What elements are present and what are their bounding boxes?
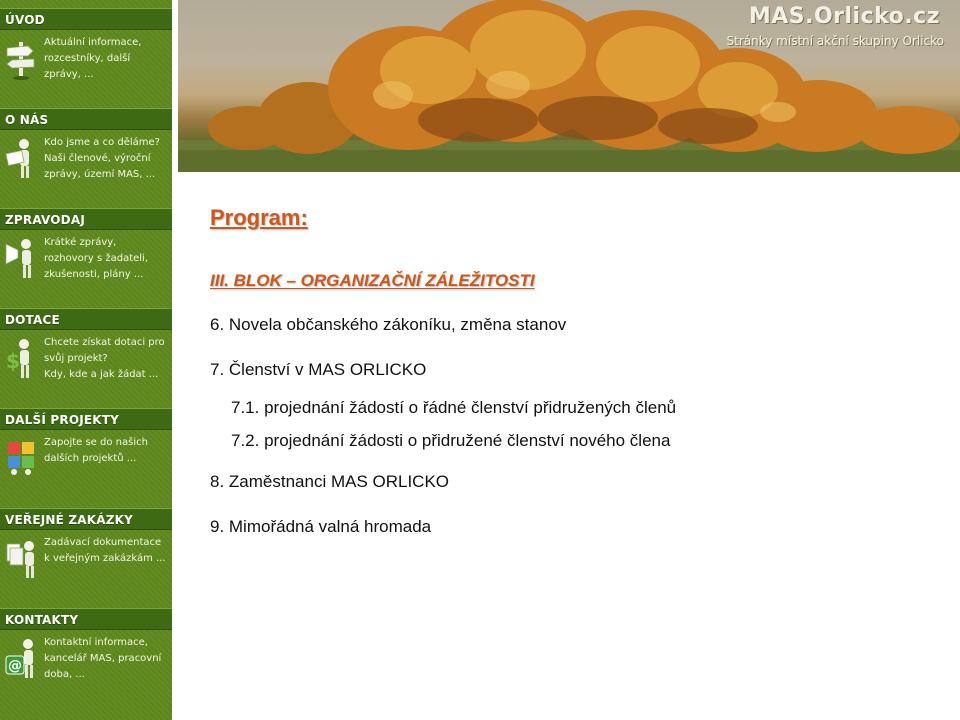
- page-title: Program:: [210, 205, 308, 230]
- sidebar-desc-dotace: [44, 335, 168, 383]
- sidebar-section-zpravodaj[interactable]: [0, 200, 172, 300]
- sidebar-header-dotace[interactable]: DOTACE: [0, 308, 172, 330]
- svg-text:$: $: [6, 349, 20, 373]
- agenda-item: 7. Členství v MAS ORLICKO: [210, 360, 427, 379]
- email-at-icon: [4, 636, 40, 680]
- sidebar-desc-line: Kontaktní informace,: [44, 637, 148, 648]
- sidebar-desc-line: Kdy, kde a jak žádat ...: [44, 369, 159, 380]
- signpost-icon: [4, 36, 40, 80]
- sidebar-section-uvod[interactable]: [0, 0, 172, 100]
- sidebar-desc-line: Aktuální informace,: [44, 37, 142, 48]
- sidebar-header-kontakty[interactable]: KONTAKTY: [0, 608, 172, 630]
- site-title[interactable]: MAS.Orlicko.cz: [748, 4, 940, 29]
- sidebar-section-verejne-zakazky[interactable]: [0, 500, 172, 600]
- sidebar-desc-line: Zapojte se do našich: [44, 437, 148, 448]
- reading-person-icon: [4, 136, 40, 180]
- sidebar-desc-line: Kdo jsme a co děláme?: [44, 137, 160, 148]
- sidebar-desc-line: Zadávací dokumentace: [44, 537, 162, 548]
- sidebar-nav: [0, 0, 172, 720]
- sidebar-desc-line: k veřejným zakázkám ...: [44, 553, 166, 564]
- sidebar-desc-line: doba, ...: [44, 669, 85, 680]
- sidebar-header-zpravodaj[interactable]: ZPRAVODAJ: [0, 208, 172, 230]
- sidebar-header-dalsi-projekty[interactable]: DALŠÍ PROJEKTY: [0, 408, 172, 430]
- sidebar-desc-line: zkušenosti, plány ...: [44, 269, 144, 280]
- sidebar-desc-line: rozcestníky, další: [44, 53, 131, 64]
- sidebar-desc-line: kancelář MAS, pracovní: [44, 653, 162, 664]
- svg-text:@: @: [8, 658, 22, 674]
- sidebar-desc-line: Naši členové, výroční: [44, 153, 151, 164]
- sidebar-desc-uvod: [44, 35, 168, 83]
- block-heading: III. BLOK – ORGANIZAČNÍ ZÁLEŽITOSTI: [210, 271, 535, 290]
- sidebar-desc-line: Krátké zprávy,: [44, 237, 117, 248]
- sidebar-desc-line: svůj projekt?: [44, 353, 108, 364]
- site-subtitle: Stránky místní akční skupiny Orlicko: [726, 34, 944, 48]
- sidebar-desc-line: dalších projektů ...: [44, 453, 137, 464]
- sidebar-header-uvod[interactable]: ÚVOD: [0, 8, 172, 30]
- sidebar-desc-line: zprávy, ...: [44, 69, 94, 80]
- sidebar-desc-dalsi-projekty: [44, 435, 168, 467]
- agenda-item: 6. Novela občanského zákoníku, změna stanov: [210, 315, 567, 334]
- agenda-item: 8. Zaměstnanci MAS ORLICKO: [210, 472, 450, 491]
- documents-person-icon: [4, 536, 40, 580]
- sidebar-section-dalsi-projekty[interactable]: [0, 400, 172, 500]
- sidebar-header-o-nas[interactable]: O NÁS: [0, 108, 172, 130]
- sidebar-section-dotace[interactable]: [0, 300, 172, 400]
- sidebar-header-verejne-zakazky[interactable]: VEŘEJNÉ ZAKÁZKY: [0, 508, 172, 530]
- sidebar-section-o-nas[interactable]: [0, 100, 172, 200]
- agenda-subitem: 7.2. projednání žádosti o přidružené členství nového člena: [231, 431, 671, 450]
- agenda-subitem: 7.1. projednání žádostí o řádné členství přidružených členů: [231, 398, 677, 417]
- megaphone-person-icon: [4, 236, 40, 280]
- sidebar-desc-kontakty: [44, 635, 168, 683]
- puzzle-people-icon: [4, 436, 40, 480]
- money-person-icon: [4, 336, 40, 380]
- sidebar-section-kontakty[interactable]: [0, 600, 172, 700]
- sidebar-desc-line: zprávy, území MAS, ...: [44, 169, 156, 180]
- sidebar-desc-zpravodaj: [44, 235, 168, 283]
- sidebar-desc-verejne-zakazky: [44, 535, 168, 567]
- sidebar-desc-o-nas: [44, 135, 168, 183]
- agenda-item: 9. Mimořádná valná hromada: [210, 517, 432, 536]
- sidebar-desc-line: Chcete získat dotaci pro: [44, 337, 165, 348]
- sidebar-desc-line: rozhovory s žadateli,: [44, 253, 149, 264]
- header-banner: [178, 0, 960, 172]
